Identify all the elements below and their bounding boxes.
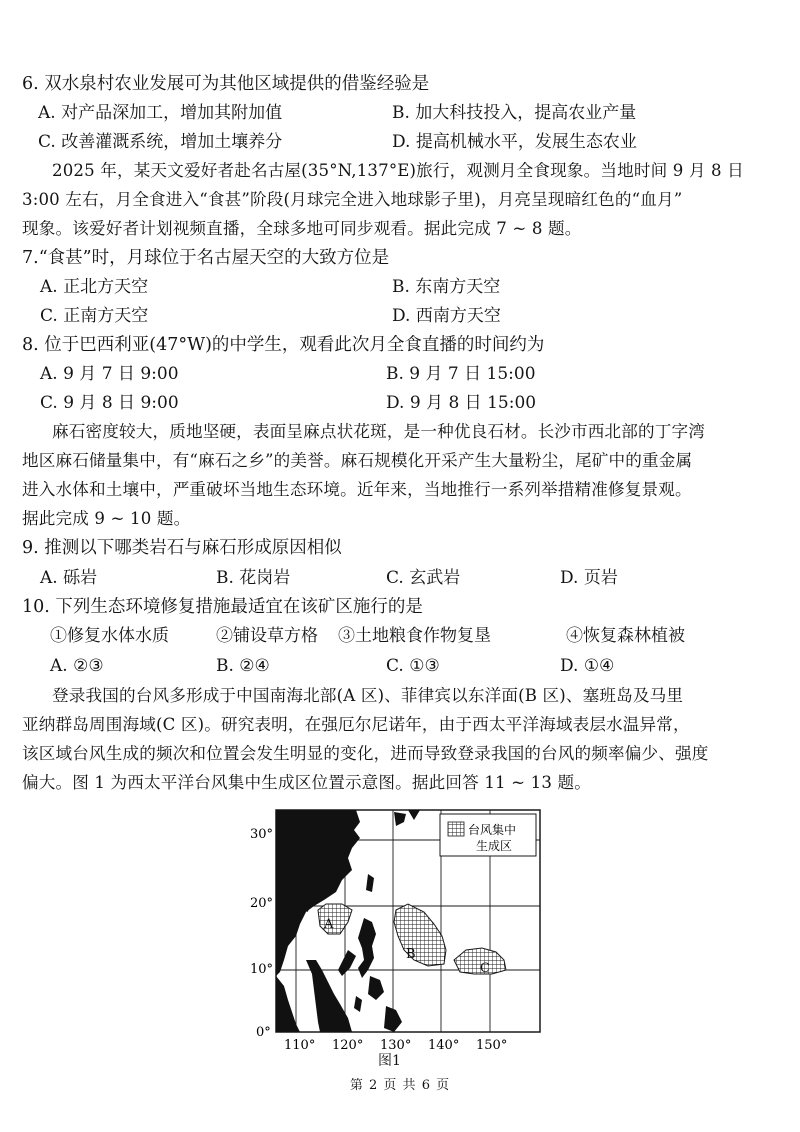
- intro-7-8-line-2: 3:00 左右，月全食进入“食甚”阶段(月球完全进入地球影子里)，月亮呈现暗红色的“血月”: [22, 190, 683, 209]
- q10-measure-1: ①修复水体水质: [50, 626, 169, 646]
- intro-11-13-line-1: 登录我国的台风多形成于中国南海北部(A 区)、菲律宾以东洋面(B 区)、塞班岛及马里: [52, 686, 684, 705]
- q7-option-d: D. 西南方天空: [392, 306, 501, 326]
- q7-option-c: C. 正南方天空: [40, 306, 149, 326]
- q7-stem: 7.“食甚”时，月球位于名古屋天空的大致方位是: [22, 248, 390, 268]
- intro-7-8-line-3: 现象。该爱好者计划视频直播，全球多地可同步观看。据此完成 7 ~ 8 题。: [22, 219, 582, 238]
- intro-7-8-line-1: 2025 年，某天文爱好者赴名古屋(35°N,137°E)旅行，观测月全食现象。当地时间 9 月 8 日: [52, 161, 744, 180]
- q9-option-d: D. 页岩: [560, 568, 618, 588]
- q9-option-c: C. 玄武岩: [386, 568, 461, 588]
- legend-label-line-2: 生成区: [476, 839, 513, 853]
- figure-1-map: [244, 800, 554, 1080]
- figure-caption: 图1: [378, 1053, 401, 1069]
- q10-stem: 10. 下列生态环境修复措施最适宜在该矿区施行的是: [22, 597, 423, 617]
- q8-option-b: B. 9 月 7 日 15:00: [386, 364, 536, 384]
- legend-grid-swatch: [448, 822, 464, 836]
- x-tick-140: 140°: [428, 1038, 460, 1052]
- intro-9-10-line-2: 地区麻石储量集中，有“麻石之乡”的美誉。麻石规模化开采产生大量粉尘，尾矿中的重金属: [22, 451, 693, 470]
- x-tick-120: 120°: [332, 1038, 364, 1052]
- q10-option-c: C. ①③: [386, 656, 440, 676]
- q8-option-c: C. 9 月 8 日 9:00: [40, 393, 179, 413]
- intro-11-13-line-2: 亚纳群岛周围海域(C 区)。研究表明，在强厄尔尼诺年，由于西太平洋海域表层水温异常，: [22, 715, 690, 734]
- q6-option-b: B. 加大科技投入，提高农业产量: [392, 103, 637, 123]
- q7-option-b: B. 东南方天空: [392, 277, 501, 297]
- x-tick-150: 150°: [476, 1038, 508, 1052]
- q7-option-a: A. 正北方天空: [40, 277, 149, 297]
- q10-option-b: B. ②④: [216, 656, 270, 676]
- x-tick-130: 130°: [380, 1038, 412, 1052]
- legend-label-line-1: 台风集中: [468, 823, 517, 837]
- region-c-label: C: [480, 961, 490, 976]
- y-tick-20: 20°: [250, 896, 274, 911]
- y-tick-0: 0°: [256, 1025, 271, 1040]
- intro-11-13-line-3: 该区域台风生成的频次和位置会发生明显的变化，进而导致登录我国的台风的频率偏少、强度: [22, 744, 709, 763]
- q10-measure-3: ③土地粮食作物复垦: [338, 626, 491, 646]
- x-tick-110: 110°: [284, 1038, 316, 1052]
- map-svg: [244, 800, 554, 1052]
- y-tick-10: 10°: [250, 962, 274, 977]
- intro-9-10-line-4: 据此完成 9 ~ 10 题。: [22, 509, 191, 528]
- q6-option-a: A. 对产品深加工，增加其附加值: [38, 103, 283, 123]
- intro-9-10-line-1: 麻石密度较大，质地坚硬，表面呈麻点状花斑，是一种优良石材。长沙市西北部的丁字湾: [52, 422, 706, 441]
- q10-option-a: A. ②③: [50, 656, 104, 676]
- q10-measure-4: ④恢复森林植被: [566, 626, 685, 646]
- q9-option-b: B. 花岗岩: [216, 568, 291, 588]
- y-tick-30: 30°: [250, 827, 274, 842]
- intro-11-13-line-4: 偏大。图 1 为西太平洋台风集中生成区位置示意图。据此回答 11 ~ 13 题。: [22, 773, 591, 792]
- q9-option-a: A. 砾岩: [40, 568, 98, 588]
- q10-measure-2: ②铺设草方格: [216, 626, 318, 646]
- q8-option-d: D. 9 月 8 日 15:00: [386, 393, 537, 413]
- q6-stem: 6. 双水泉村农业发展可为其他区域提供的借鉴经验是: [22, 74, 430, 94]
- intro-9-10-line-3: 进入水体和土壤中，严重破坏当地生态环境。近年来，当地推行一系列举措精准修复景观。: [22, 480, 692, 499]
- region-b-label: B: [406, 947, 416, 962]
- page-footer: 第 2 页 共 6 页: [349, 1078, 451, 1093]
- q6-option-d: D. 提高机械水平，发展生态农业: [392, 132, 637, 152]
- q6-option-c: C. 改善灌溉系统，增加土壤养分: [38, 132, 283, 152]
- q10-option-d: D. ①④: [560, 656, 615, 676]
- q8-stem: 8. 位于巴西利亚(47°W)的中学生，观看此次月全食直播的时间约为: [22, 335, 545, 355]
- map-legend: [440, 814, 536, 856]
- q9-stem: 9. 推测以下哪类岩石与麻石形成原因相似: [22, 538, 342, 558]
- q8-option-a: A. 9 月 7 日 9:00: [40, 364, 179, 384]
- region-a-label: A: [324, 917, 334, 932]
